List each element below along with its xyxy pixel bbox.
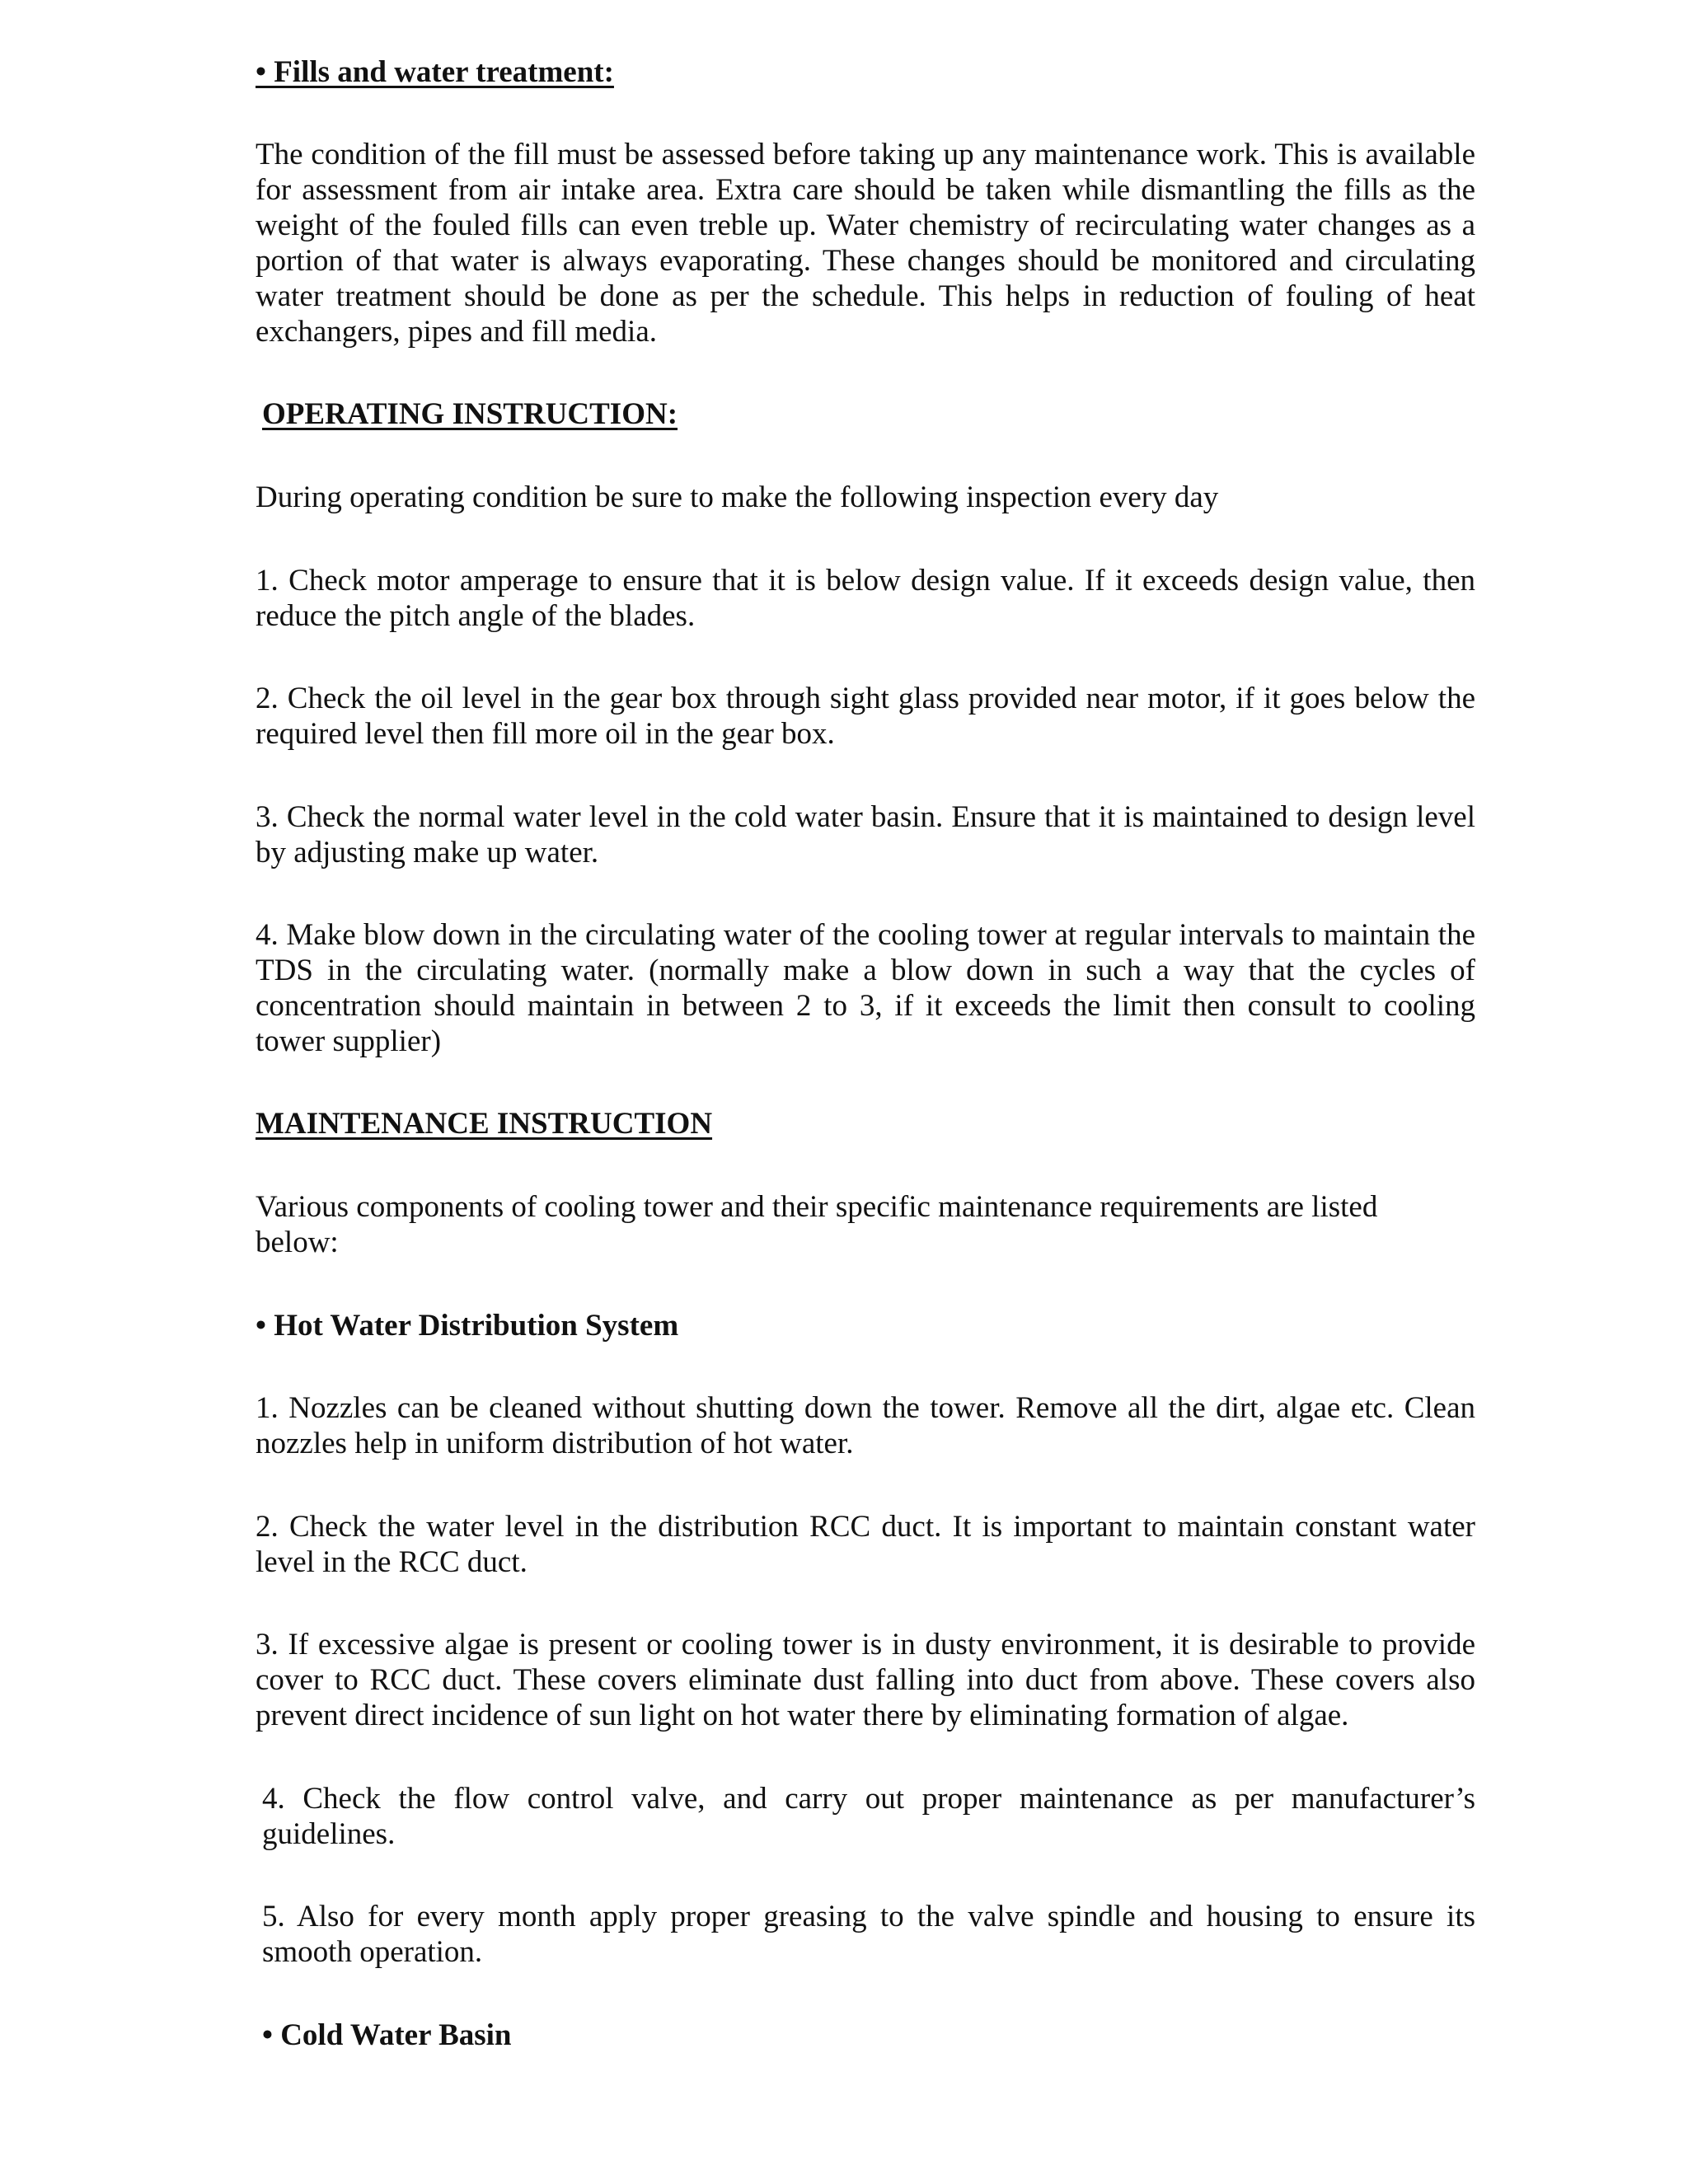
operating-item-4: 4. Make blow down in the circulating water of the cooling tower at regular intervals to maintain the TDS in the circulating water. (normally make a blow down in such a way that the cycles of concentration should maintain in between 2 to 3, if it exceeds the limit then consult to cooling tower supplier) xyxy=(256,918,1475,1058)
hot-water-item-1: 1. Nozzles can be cleaned without shutting down the tower. Remove all the dirt, algae etc. Clean nozzles help in uniform distribution of hot water. xyxy=(256,1391,1475,1460)
hot-water-item-2: 2. Check the water level in the distribution RCC duct. It is important to maintain constant water level in the RCC duct. xyxy=(256,1510,1475,1579)
maintenance-intro: Various components of cooling tower and their specific maintenance requirements are listed below: xyxy=(256,1190,1378,1259)
hot-water-item-5: 5. Also for every month apply proper greasing to the valve spindle and housing to ensure its smooth operation. xyxy=(262,1900,1475,1969)
fills-heading: • Fills and water treatment: xyxy=(256,55,614,89)
hot-water-item-3: 3. If excessive algae is present or cooling tower is in dusty environment, it is desirable to provide cover to RCC duct. These covers eliminate dust falling into duct from above. These covers also prevent direct incidence of sun light on hot water there by eliminating formation of algae. xyxy=(256,1628,1475,1732)
cold-water-heading: • Cold Water Basin xyxy=(262,2018,512,2052)
hot-water-heading: • Hot Water Distribution System xyxy=(256,1309,679,1343)
operating-item-1: 1. Check motor amperage to ensure that it is below design value. If it exceeds design value, then reduce the pitch angle of the blades. xyxy=(256,564,1475,633)
maintenance-heading: MAINTENANCE INSTRUCTION xyxy=(256,1107,713,1141)
operating-intro: During operating condition be sure to make the following inspection every day xyxy=(256,480,1219,514)
fills-paragraph: The condition of the fill must be assessed before taking up any maintenance work. This is available for assessment from air intake area. Extra care should be taken while dismantling the fills as the weight of the fouled fills can even treble up. Water chemistry of recirculating water changes as a portion of that water is always evaporating. These changes should be monitored and circulating water treatment should be done as per the schedule. This helps in reduction of fouling of heat exchangers, pipes and fill media. xyxy=(256,138,1475,349)
operating-item-2: 2. Check the oil level in the gear box through sight glass provided near motor, if it goes below the required level then fill more oil in the gear box. xyxy=(256,682,1475,751)
operating-heading: OPERATING INSTRUCTION: xyxy=(262,397,678,431)
operating-item-3: 3. Check the normal water level in the cold water basin. Ensure that it is maintained to design level by adjusting make up water. xyxy=(256,800,1475,869)
hot-water-item-4: 4. Check the flow control valve, and carry out proper maintenance as per manufacturer’s guidelines. xyxy=(262,1782,1475,1851)
